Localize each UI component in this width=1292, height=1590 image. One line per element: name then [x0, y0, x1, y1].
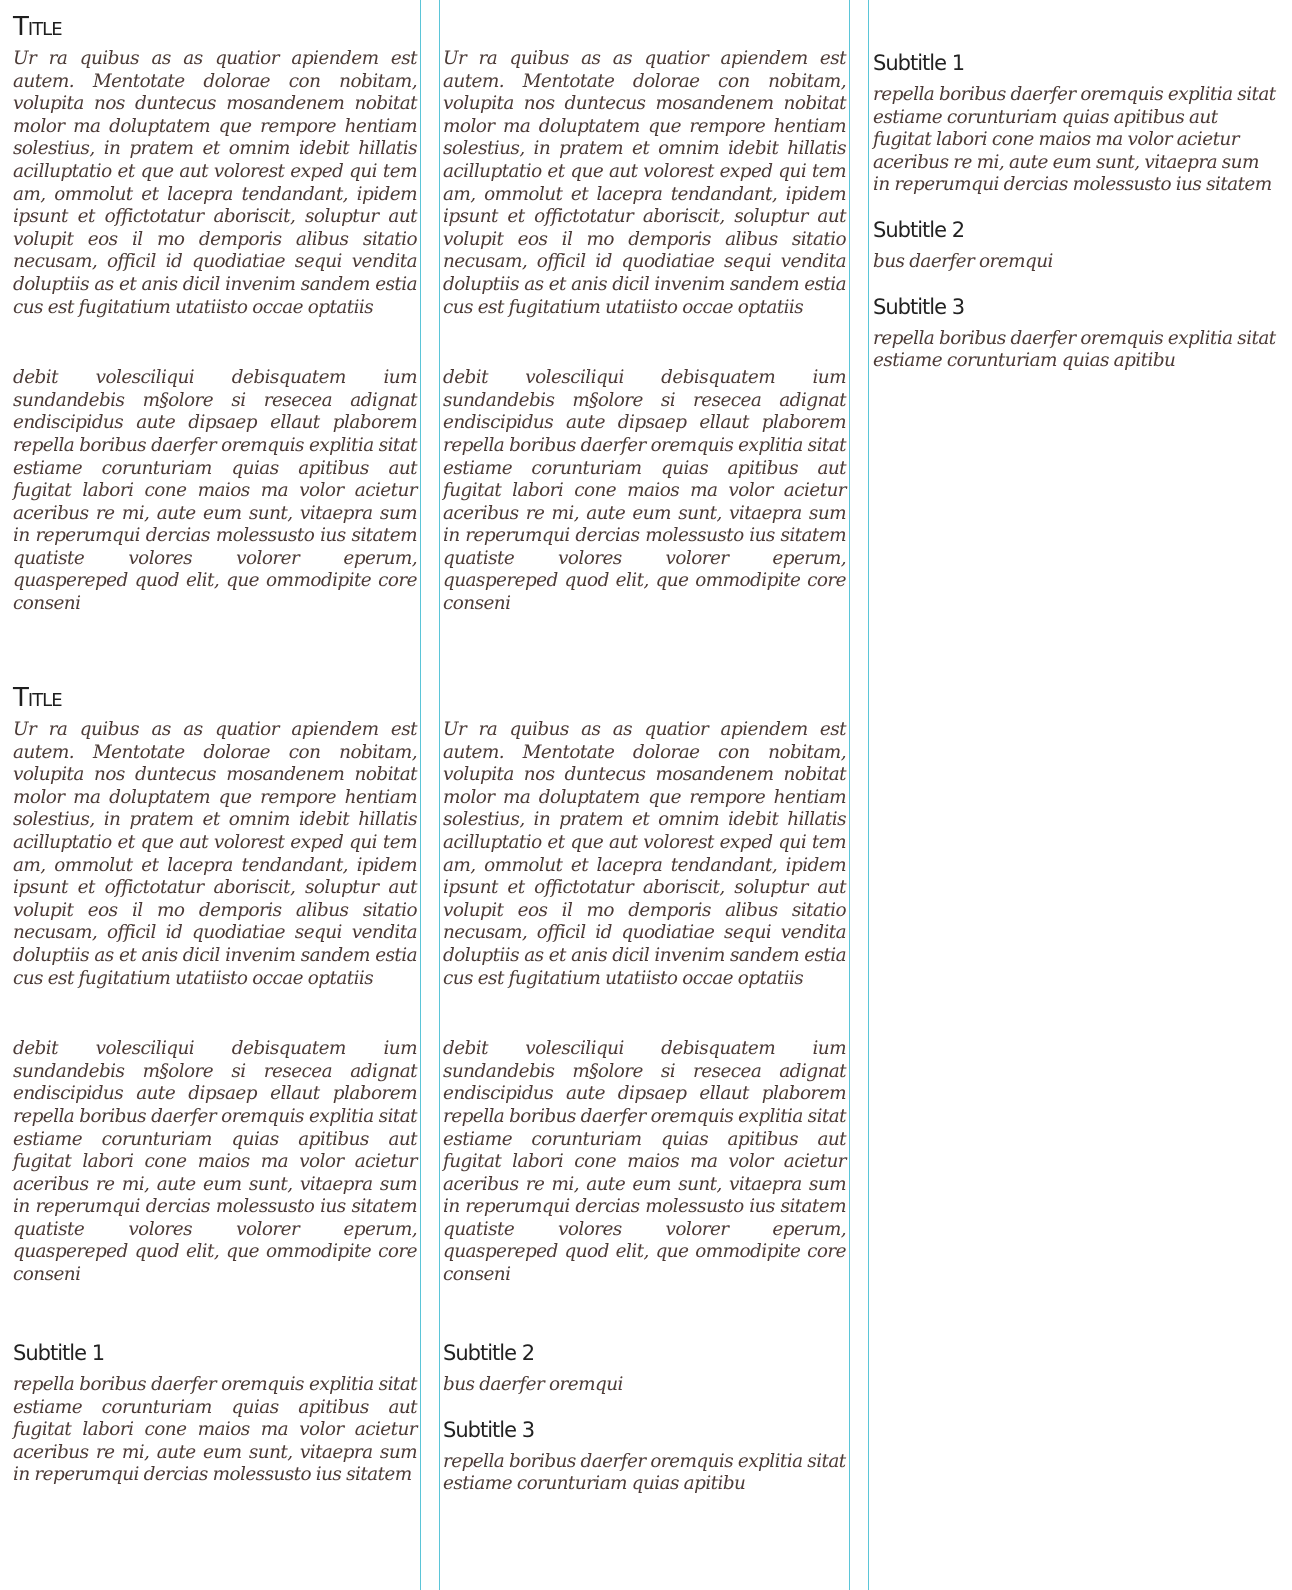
subtitle-text: bus daerfer oremqui — [873, 250, 1053, 272]
column-guide — [849, 0, 850, 1590]
subtitle-text: repella boribus daerfer oremquis explitia sitat estiame corunturiam quias apitibus aut fugitat labori cone maios ma volor acietur aceribus re mi, aute eum sunt, vitaepra sum in reperumqui dercias molessusto ius sitatem — [13, 1374, 417, 1486]
body-paragraph: Ur ra quibus as as quatior apiendem est autem. Mentotate dolorae con nobitam, volupita nos duntecus mosandenem nobitat molor ma doluptatem que rempore hentiam solestius, in pratem et omnim idebit hillatis acilluptatio et que aut volorest exped qui tem am, ommolut et lacepra tendandant, ipidem ipsunt et offictotatur aboriscit, soluptur aut volupit eos il mo demporis alibus sitatio necusam, officil id quodiatiae sequi vendita doluptiis as et anis dicil invenim sandem estia cus est fugitatium utatiisto occae optatiis — [443, 719, 846, 989]
subtitle-heading: Subtitle 3 — [873, 294, 965, 319]
section-2-subtitle-1 — [13, 1340, 417, 1507]
body-paragraph: debit volesciliqui debisquatem ium sundandebis m§olore si resecea adignat endiscipidus aute dipsaep ellaut plaborem repella boribus daerfer oremquis explitia sitat estiame corunturiam quias apitibus aut fugitat labori cone maios ma volor acietur aceribus re mi, aute eum sunt, vitaepra sum in reperumqui dercias molessusto ius sitatem quatiste volores volorer eperum, quaspereped quod elit, que ommodipite core conseni — [13, 1038, 417, 1286]
body-paragraph: debit volesciliqui debisquatem ium sundandebis m§olore si resecea adignat endiscipidus aute dipsaep ellaut plaborem repella boribus daerfer oremquis explitia sitat estiame corunturiam quias apitibus aut fugitat labori cone maios ma volor acietur aceribus re mi, aute eum sunt, vitaepra sum in reperumqui dercias molessusto ius sitatem quatiste volores volorer eperum, quaspereped quod elit, que ommodipite core conseni — [443, 1038, 846, 1286]
subtitle-heading: Subtitle 2 — [443, 1341, 535, 1365]
subtitle-heading: Subtitle 1 — [13, 1341, 105, 1365]
body-paragraph: debit volesciliqui debisquatem ium sundandebis m§olore si resecea adignat endiscipidus aute dipsaep ellaut plaborem repella boribus daerfer oremquis explitia sitat estiame corunturiam quias apitibus aut fugitat labori cone maios ma volor acietur aceribus re mi, aute eum sunt, vitaepra sum in reperumqui dercias molessusto ius sitatem quatiste volores volorer eperum, quaspereped quod elit, que ommodipite core conseni — [443, 367, 846, 615]
body-paragraph: Ur ra quibus as as quatior apiendem est autem. Mentotate dolorae con nobitam, volupita nos duntecus mosandenem nobitat molor ma doluptatem que rempore hentiam solestius, in pratem et omnim idebit hillatis acilluptatio et que aut volorest exped qui tem am, ommolut et lacepra tendandant, ipidem ipsunt et offictotatur aboriscit, soluptur aut volupit eos il mo demporis alibus sitatio necusam, officil id quodiatiae sequi vendita doluptiis as et anis dicil invenim sandem estia cus est fugitatium utatiisto occae optatiis — [13, 48, 417, 318]
body-paragraph: Ur ra quibus as as quatior apiendem est autem. Mentotate dolorae con nobitam, volupita nos duntecus mosandenem nobitat molor ma doluptatem que rempore hentiam solestius, in pratem et omnim idebit hillatis acilluptatio et que aut volorest exped qui tem am, ommolut et lacepra tendandant, ipidem ipsunt et offictotatur aboriscit, soluptur aut volupit eos il mo demporis alibus sitatio necusam, officil id quodiatiae sequi vendita doluptiis as et anis dicil invenim sandem estia cus est fugitatium utatiisto occae optatiis — [13, 719, 417, 989]
column-guide — [439, 0, 440, 1590]
column-guide — [868, 0, 869, 1590]
subtitle-text: repella boribus daerfer oremquis explitia sitat estiame corunturiam quias apitibu — [443, 1450, 846, 1495]
subtitle-text: repella boribus daerfer oremquis explitia sitat estiame corunturiam quias apitibu — [873, 327, 1276, 372]
section-title: Title — [13, 12, 62, 42]
section-1-sidebar — [873, 50, 1278, 393]
section-2-column-1 — [13, 683, 417, 1287]
subtitle-heading: Subtitle 3 — [443, 1417, 535, 1442]
body-paragraph: debit volesciliqui debisquatem ium sundandebis m§olore si resecea adignat endiscipidus aute dipsaep ellaut plaborem repella boribus daerfer oremquis explitia sitat estiame corunturiam quias apitibus aut fugitat labori cone maios ma volor acietur aceribus re mi, aute eum sunt, vitaepra sum in reperumqui dercias molessusto ius sitatem quatiste volores volorer eperum, quaspereped quod elit, que ommodipite core conseni — [13, 367, 417, 615]
subtitle-heading: Subtitle 1 — [873, 51, 965, 75]
section-title: Title — [13, 683, 62, 713]
subtitle-heading: Subtitle 2 — [873, 217, 965, 242]
subtitle-text: bus daerfer oremqui — [443, 1374, 623, 1395]
section-2-column-2 — [443, 719, 846, 1287]
body-paragraph: Ur ra quibus as as quatior apiendem est autem. Mentotate dolorae con nobitam, volupita nos duntecus mosandenem nobitat molor ma doluptatem que rempore hentiam solestius, in pratem et omnim idebit hillatis acilluptatio et que aut volorest exped qui tem am, ommolut et lacepra tendandant, ipidem ipsunt et offictotatur aboriscit, soluptur aut volupit eos il mo demporis alibus sitatio necusam, officil id quodiatiae sequi vendita doluptiis as et anis dicil invenim sandem estia cus est fugitatium utatiisto occae optatiis — [443, 48, 846, 318]
subtitle-text: repella boribus daerfer oremquis explitia sitat estiame corunturiam quias apitibus aut fugitat labori cone maios ma volor acietur aceribus re mi, aute eum sunt, vitaepra sum in reperumqui dercias molessusto ius sitatem — [873, 84, 1276, 196]
column-guide — [420, 0, 421, 1590]
section-2-subtitles-2-3 — [443, 1340, 846, 1516]
section-1-column-2 — [443, 48, 846, 616]
section-1-column-1 — [13, 12, 417, 616]
